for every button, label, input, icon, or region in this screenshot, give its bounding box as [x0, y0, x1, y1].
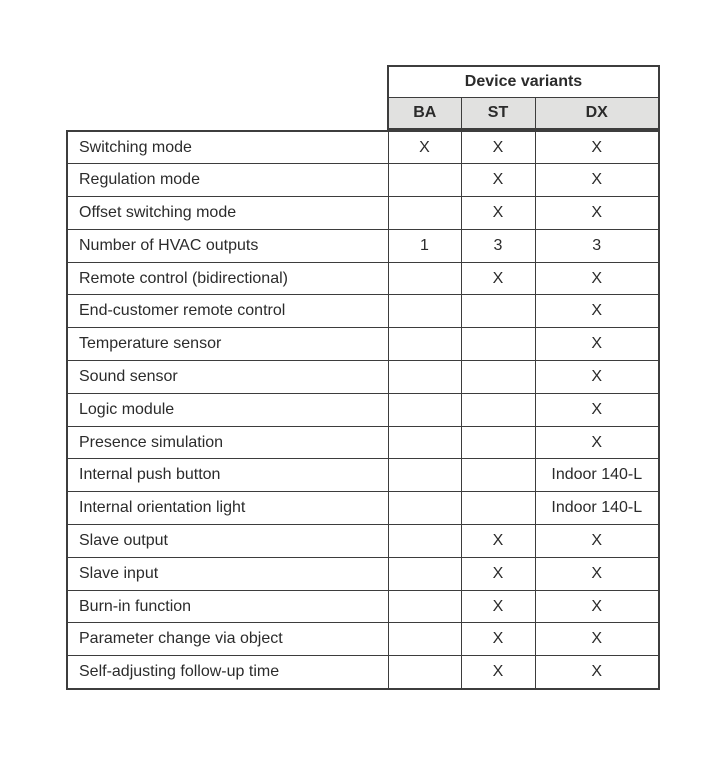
- variant-cell-st: [461, 328, 535, 361]
- table-row: [67, 623, 659, 656]
- table-row: [67, 164, 659, 197]
- table-row: [67, 426, 659, 459]
- variant-cell-dx: X: [535, 525, 659, 558]
- feature-label: Temperature sensor: [67, 328, 388, 361]
- table-title-row: [388, 66, 659, 97]
- variant-cell-ba: X: [388, 131, 461, 164]
- variant-cell-st: X: [461, 656, 535, 689]
- variant-cell-st: X: [461, 590, 535, 623]
- variant-cell-dx: 3: [535, 229, 659, 262]
- variant-cell-dx: X: [535, 393, 659, 426]
- feature-label: Internal orientation light: [67, 492, 388, 525]
- feature-label: End-customer remote control: [67, 295, 388, 328]
- variant-cell-dx: X: [535, 623, 659, 656]
- feature-label: Presence simulation: [67, 426, 388, 459]
- table-title: Device variants: [388, 66, 659, 97]
- variant-cell-ba: [388, 361, 461, 394]
- variant-cell-ba: [388, 197, 461, 230]
- variant-cell-ba: [388, 393, 461, 426]
- feature-label: Slave input: [67, 557, 388, 590]
- variant-cell-dx: X: [535, 656, 659, 689]
- variant-cell-st: [461, 426, 535, 459]
- feature-label: Number of HVAC outputs: [67, 229, 388, 262]
- variant-cell-st: X: [461, 164, 535, 197]
- variant-cell-dx: X: [535, 361, 659, 394]
- table-row: [67, 197, 659, 230]
- variant-cell-ba: [388, 492, 461, 525]
- column-header-dx: DX: [535, 97, 659, 129]
- table-row: [67, 525, 659, 558]
- table-row: [67, 131, 659, 164]
- variant-cell-st: X: [461, 525, 535, 558]
- column-header-ba: BA: [388, 97, 461, 129]
- table-row: [67, 656, 659, 689]
- variant-cell-ba: [388, 328, 461, 361]
- feature-label: Self-adjusting follow-up time: [67, 656, 388, 689]
- variant-cell-dx: X: [535, 131, 659, 164]
- feature-label: Sound sensor: [67, 361, 388, 394]
- table-row: [67, 229, 659, 262]
- variant-cell-st: X: [461, 623, 535, 656]
- variant-cell-ba: [388, 525, 461, 558]
- table-row: [67, 295, 659, 328]
- feature-label: Internal push button: [67, 459, 388, 492]
- variant-cell-ba: [388, 656, 461, 689]
- table-row: [67, 459, 659, 492]
- variant-cell-dx: X: [535, 328, 659, 361]
- feature-label: Regulation mode: [67, 164, 388, 197]
- variant-cell-ba: [388, 295, 461, 328]
- feature-table: [66, 130, 660, 690]
- variant-cell-st: X: [461, 262, 535, 295]
- device-variants-header: [387, 65, 660, 130]
- feature-label: Parameter change via object: [67, 623, 388, 656]
- variant-cell-dx: X: [535, 557, 659, 590]
- variant-cell-dx: X: [535, 426, 659, 459]
- table-row: [67, 492, 659, 525]
- feature-label: Burn-in function: [67, 590, 388, 623]
- variant-cell-dx: Indoor 140-L: [535, 459, 659, 492]
- feature-label: Logic module: [67, 393, 388, 426]
- table-row: [67, 361, 659, 394]
- variant-cell-st: [461, 459, 535, 492]
- variant-cell-st: [461, 361, 535, 394]
- variant-cell-st: [461, 492, 535, 525]
- variant-cell-dx: X: [535, 197, 659, 230]
- variant-cell-dx: X: [535, 295, 659, 328]
- column-header-row: [388, 97, 659, 129]
- variant-cell-ba: [388, 262, 461, 295]
- feature-label: Offset switching mode: [67, 197, 388, 230]
- column-header-st: ST: [461, 97, 535, 129]
- variant-cell-dx: X: [535, 590, 659, 623]
- variant-cell-dx: Indoor 140-L: [535, 492, 659, 525]
- variant-cell-st: X: [461, 557, 535, 590]
- variant-cell-st: [461, 295, 535, 328]
- variant-cell-ba: [388, 623, 461, 656]
- table-row: [67, 557, 659, 590]
- variant-cell-st: 3: [461, 229, 535, 262]
- feature-rows: [67, 131, 659, 689]
- variant-cell-st: [461, 393, 535, 426]
- table-row: [67, 590, 659, 623]
- variant-cell-ba: [388, 590, 461, 623]
- variant-cell-ba: [388, 459, 461, 492]
- table-row: [67, 328, 659, 361]
- feature-label: Switching mode: [67, 131, 388, 164]
- table-row: [67, 262, 659, 295]
- variant-cell-dx: X: [535, 262, 659, 295]
- variant-cell-dx: X: [535, 164, 659, 197]
- table-row: [67, 393, 659, 426]
- feature-label: Remote control (bidirectional): [67, 262, 388, 295]
- feature-label: Slave output: [67, 525, 388, 558]
- variant-cell-ba: [388, 164, 461, 197]
- variant-cell-ba: 1: [388, 229, 461, 262]
- variant-cell-ba: [388, 426, 461, 459]
- variant-cell-st: X: [461, 197, 535, 230]
- variant-cell-ba: [388, 557, 461, 590]
- variant-cell-st: X: [461, 131, 535, 164]
